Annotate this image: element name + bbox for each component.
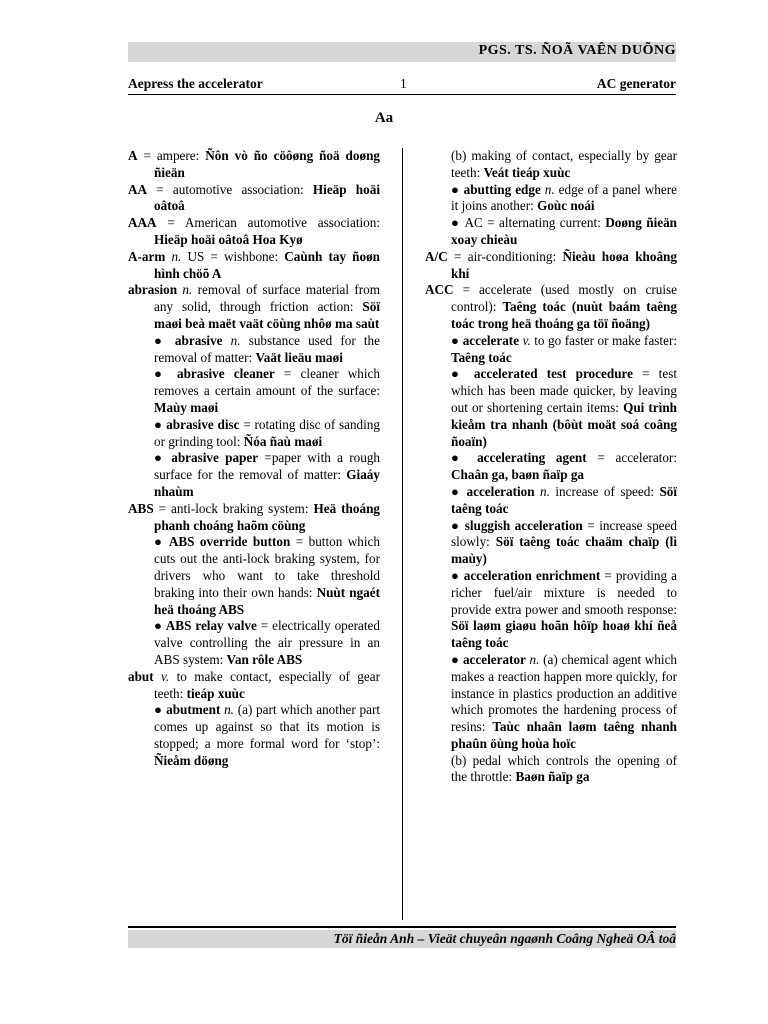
headword: ABS relay valve [165, 618, 257, 634]
vietnamese-translation: Nuùt ngaét heä thoáng ABS [154, 584, 381, 617]
definition: (b) making of contact, especially by gear teeth: [451, 148, 677, 180]
vietnamese-translation: Taùc nhaân laøm taêng nhanh phaûn öùng hoùa hoïc [451, 719, 677, 751]
headword: sluggish acceleration [464, 517, 583, 533]
headword: AA [128, 181, 148, 197]
right-column [425, 148, 677, 786]
headword: acceleration enrichment [463, 567, 601, 583]
definition: = rotating disc of sanding or grinding tool: [154, 416, 380, 449]
headword: accelerated test procedure [473, 366, 633, 382]
definition: = ampere: [137, 148, 206, 163]
part-of-speech: n. [534, 483, 550, 499]
part-of-speech: n. [222, 332, 241, 348]
part-of-speech: n. [540, 181, 555, 197]
bullet-icon: ● [154, 702, 167, 718]
definition: US = wishbone: [181, 248, 285, 264]
dictionary-entry [425, 518, 677, 568]
dictionary-entry [425, 753, 677, 787]
bullet-icon: ● [451, 567, 464, 583]
dictionary-entry [128, 618, 380, 668]
vietnamese-translation: Qui trình kieåm tra nhanh (bôùt moät soá coâng ñoaïn) [451, 399, 677, 449]
bullet-icon: ● [451, 517, 465, 533]
part-of-speech: v. [153, 668, 170, 684]
dictionary-entry [128, 249, 380, 283]
bullet-icon: ● [451, 215, 465, 231]
headword: ABS [128, 500, 154, 516]
dictionary-entry [425, 282, 677, 332]
vietnamese-translation: Söï taêng toác [451, 483, 678, 516]
vietnamese-translation: Caùnh tay ñoøn hình chöõ A [154, 248, 381, 281]
definition: removal of surface material from any solid, through friction action: [154, 282, 380, 315]
vietnamese-translation: tieáp xuùc [186, 685, 245, 701]
headword: ACC [425, 282, 454, 298]
footer-bar [128, 930, 676, 948]
vietnamese-translation: Ñieåm döøng [154, 752, 229, 768]
header-bar [128, 42, 676, 62]
dictionary-entry [425, 450, 677, 484]
part-of-speech: v. [519, 332, 531, 348]
part-of-speech: n. [525, 651, 540, 667]
headword: abutment [166, 702, 221, 718]
running-header [128, 76, 676, 95]
dictionary-entry [425, 652, 677, 753]
bullet-icon: ● [154, 618, 166, 634]
definition: = accelerate (used mostly on cruise control): [451, 282, 677, 315]
dictionary-entry [128, 333, 380, 367]
definition: = anti-lock braking system: [153, 500, 314, 516]
definition: AC = alternating current: [464, 215, 606, 231]
dictionary-entry [425, 366, 677, 450]
headword: abrasive [174, 332, 223, 348]
definition: to go faster or make faster: [530, 332, 678, 348]
dictionary-entry [128, 501, 380, 535]
dictionary-entry [128, 702, 380, 769]
footer [128, 926, 676, 948]
dictionary-entry [425, 484, 677, 518]
definition: (a) chemical agent which makes a reaction happen more quickly, for instance in plastics production an additive which promotes the hardening process of resins: [451, 651, 678, 735]
vietnamese-translation: Doøng ñieän xoay chieàu [451, 215, 678, 247]
left-running-head: Aepress the accelerator [128, 76, 263, 91]
dictionary-entry [128, 417, 380, 451]
definition: = providing a richer fuel/air mixture is needed to provide extra power and smooth response: [451, 567, 677, 617]
author-name: PGS. TS. ÑOÃ VAÊN DUÕNG [478, 43, 676, 58]
bullet-icon: ● [154, 416, 167, 432]
definition: = automotive association: [147, 181, 313, 197]
vietnamese-translation: Ñieàu hoøa khoâng khí [451, 248, 677, 281]
page-number: 1 [400, 76, 407, 91]
vietnamese-translation: Baøn ñaïp ga [515, 769, 590, 785]
dictionary-entry [128, 148, 380, 182]
vietnamese-translation: Hieäp hoäi oâtoâ [154, 181, 380, 214]
headword: acceleration [466, 483, 535, 499]
vietnamese-translation: Veát tieáp xuùc [483, 164, 571, 180]
vietnamese-translation: Maùy maøi [154, 399, 219, 415]
right-running-head: AC generator [596, 76, 676, 91]
vietnamese-translation: Ñóa ñaù maøi [243, 433, 323, 449]
definition: (b) pedal which controls the opening of the throttle: [451, 752, 677, 785]
vietnamese-translation: Söï laøm giaøu hoãn hôïp hoaø khí ñeå taêng toác [451, 618, 677, 651]
dictionary-entry [425, 215, 677, 249]
section-letter: Aa [374, 110, 394, 126]
part-of-speech: n. [177, 282, 193, 298]
dictionary-entry [425, 333, 677, 367]
dictionary-entry [425, 182, 677, 216]
vietnamese-translation: Taêng toác (nuùt baám taêng toác trong heä thoáng ga töï ñoäng) [451, 299, 677, 331]
vietnamese-translation: Giaáy nhaùm [154, 467, 380, 499]
dictionary-entry [128, 182, 380, 216]
vietnamese-translation: Goùc noái [537, 198, 595, 214]
part-of-speech: n. [165, 248, 182, 264]
headword: ABS override button [168, 534, 291, 550]
vietnamese-translation: Vaät lieäu maøi [255, 349, 343, 365]
definition: = electrically operated valve controlling the air pressure in an ABS system: [154, 618, 380, 667]
headword: abrasive disc [166, 416, 240, 432]
headword: AAA [128, 215, 157, 231]
bullet-icon: ● [451, 651, 463, 667]
bullet-icon: ● [154, 332, 175, 348]
headword: abrasive paper [171, 450, 259, 466]
headword: abrasive cleaner [177, 366, 275, 382]
dictionary-entry [128, 366, 380, 416]
vietnamese-translation: Söï maøi beà maët vaät cöùng nhôø ma saùt [154, 299, 380, 331]
definition: (a) part which another part comes up against so that its motion is stopped; a more formal word for ‘stop’: [154, 702, 381, 751]
bullet-icon: ● [451, 332, 463, 348]
dictionary-entry [425, 148, 677, 182]
part-of-speech: n. [220, 702, 234, 718]
definition: = test which has been made quicker, by leaving out or shortening certain items: [451, 366, 677, 415]
headword: accelerating agent [477, 450, 587, 466]
bullet-icon: ● [154, 534, 169, 550]
dictionary-entry [128, 215, 380, 249]
vietnamese-translation: Ñôn vò ño cöôøng ñoä doøng ñieän [154, 148, 380, 180]
dictionary-entry [128, 450, 380, 500]
headword: accelerator [462, 651, 526, 667]
column-divider [402, 148, 403, 920]
definition: = American automotive association: [156, 215, 380, 231]
definition: = accelerator: [586, 450, 677, 466]
definition: to make contact, especially of gear teeth: [154, 668, 381, 701]
definition: substance used for the removal of matter: [154, 332, 380, 365]
headword: abrasion [128, 282, 178, 298]
definition: = increase speed slowly: [451, 517, 677, 550]
vietnamese-translation: Van rôle ABS [226, 651, 303, 667]
vietnamese-translation: Heä thoáng phanh choáng haõm cöùng [154, 500, 380, 533]
definition: edge of a panel where it joins another: [451, 181, 677, 214]
bullet-icon: ● [154, 450, 172, 466]
left-column [128, 148, 380, 769]
headword: abut [128, 668, 154, 684]
headword: abutting edge [463, 181, 541, 197]
dictionary-entry [128, 669, 380, 703]
bullet-icon: ● [451, 181, 464, 197]
dictionary-entry [128, 282, 380, 332]
headword: A/C [425, 248, 448, 264]
definition: = button which cuts out the anti-lock braking system, for drivers who want to take threshold braking into their own hands: [154, 534, 380, 600]
dictionary-entry [128, 534, 380, 618]
definition: = cleaner which removes a certain amount of the surface: [154, 366, 381, 399]
definition: increase of speed: [549, 483, 660, 499]
dictionary-entry [425, 249, 677, 283]
bullet-icon: ● [154, 366, 177, 382]
bullet-icon: ● [451, 450, 478, 466]
definition: = air-conditioning: [447, 248, 563, 264]
headword: A [128, 148, 138, 163]
footer-title: Töï ñieån Anh – Vieät chuyeân ngaønh Coâng Ngheä OÂ toâ [333, 931, 676, 946]
dictionary-entry [425, 568, 677, 652]
vietnamese-translation: Taêng toác [451, 349, 512, 365]
bullet-icon: ● [451, 483, 467, 499]
vietnamese-translation: Hieäp hoäi oâtoâ Hoa Kyø [154, 231, 303, 247]
vietnamese-translation: Söï taêng toác chaäm chaïp (lì maùy) [451, 534, 677, 567]
headword: accelerate [462, 332, 520, 348]
bullet-icon: ● [451, 366, 474, 382]
definition: =paper with a rough surface for the removal of matter: [154, 450, 381, 483]
headword: A-arm [128, 248, 166, 264]
vietnamese-translation: Chaân ga, baøn ñaïp ga [451, 467, 585, 483]
